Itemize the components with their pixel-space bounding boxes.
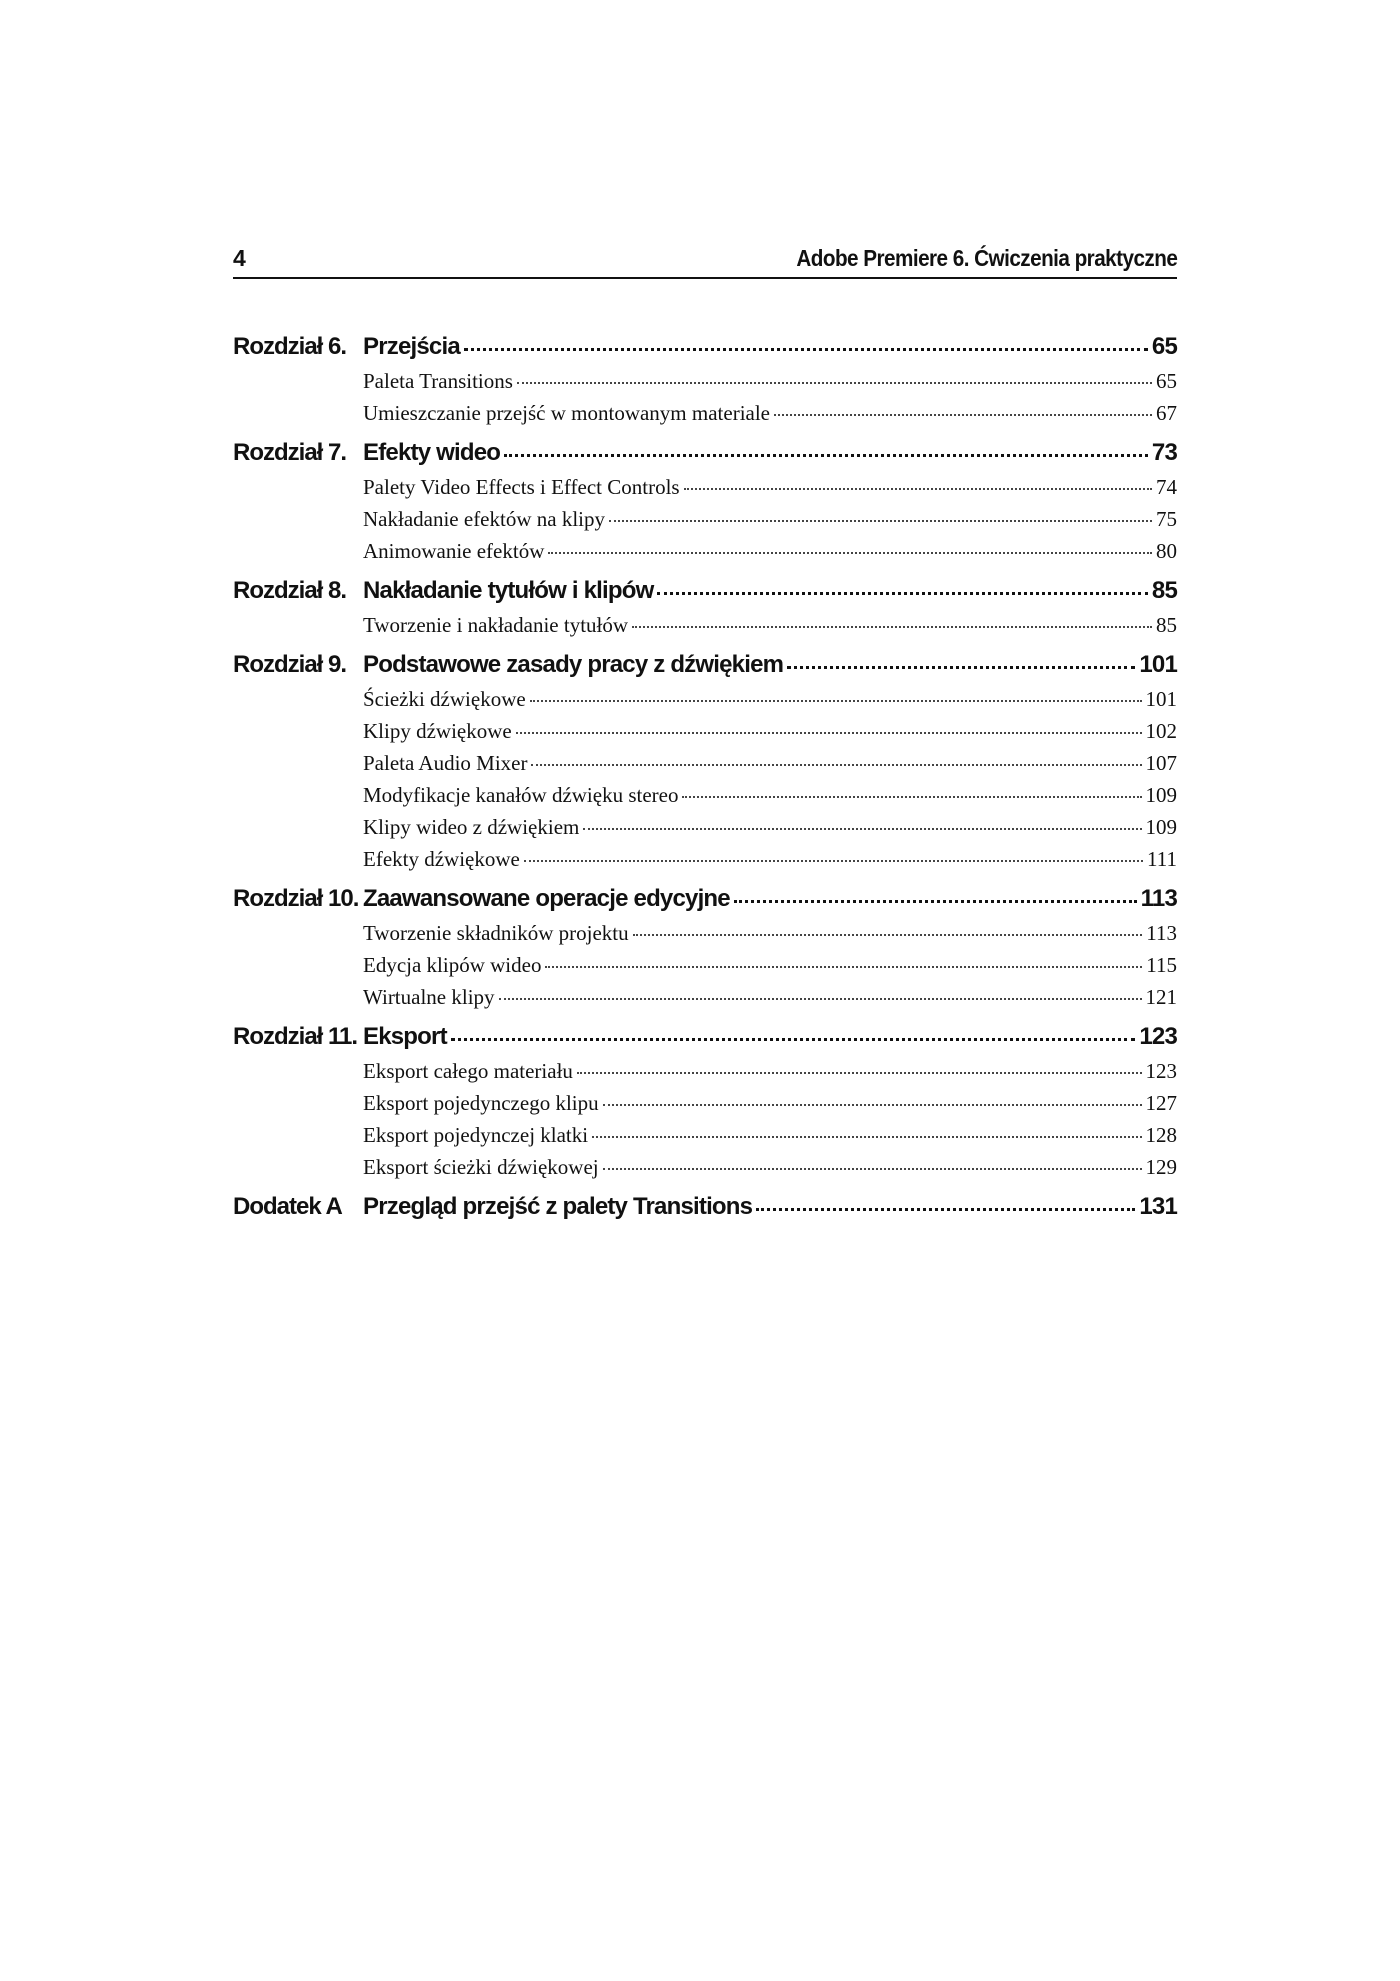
section-page-number: 129 xyxy=(1145,1155,1177,1179)
section-entry xyxy=(233,985,1177,1017)
chapter-title: Przejścia xyxy=(363,333,460,360)
section-page-number: 123 xyxy=(1145,1059,1177,1083)
dot-leader xyxy=(516,731,1142,734)
dot-leader xyxy=(583,827,1141,830)
section-title: Eksport pojedynczej klatki xyxy=(363,1123,589,1147)
chapter-entry xyxy=(233,333,1177,369)
dot-leader xyxy=(548,551,1152,554)
dot-leader xyxy=(684,487,1152,490)
section-entry xyxy=(233,783,1177,815)
dot-leader xyxy=(603,1103,1142,1106)
section-entry xyxy=(233,687,1177,719)
dot-leader xyxy=(531,763,1141,766)
chapter-title: Efekty wideo xyxy=(363,439,501,466)
dot-leader xyxy=(545,965,1142,968)
section-entry xyxy=(233,847,1177,879)
section-title: Tworzenie składników projektu xyxy=(363,921,629,945)
chapter-entry xyxy=(233,1193,1177,1229)
chapter-label: Rozdział 6. xyxy=(233,333,347,360)
section-page-number: 127 xyxy=(1145,1091,1177,1115)
section-title: Palety Video Effects i Effect Controls xyxy=(363,475,680,499)
section-entry xyxy=(233,1059,1177,1091)
dot-leader xyxy=(657,591,1147,595)
section-page-number: 128 xyxy=(1145,1123,1177,1147)
section-title: Modyfikacje kanałów dźwięku stereo xyxy=(363,783,679,807)
section-entry xyxy=(233,719,1177,751)
section-entry xyxy=(233,475,1177,507)
section-page-number: 75 xyxy=(1156,507,1177,531)
dot-leader xyxy=(530,699,1142,702)
chapter-label: Dodatek A xyxy=(233,1193,342,1220)
section-page-number: 101 xyxy=(1145,687,1177,711)
chapter-label: Rozdział 9. xyxy=(233,651,347,678)
page-number: 4 xyxy=(233,245,246,271)
section-title: Klipy dźwiękowe xyxy=(363,719,512,743)
section-title: Animowanie efektów xyxy=(363,539,545,563)
chapter-page-number: 73 xyxy=(1151,439,1177,466)
section-page-number: 121 xyxy=(1145,985,1177,1009)
chapter-entry xyxy=(233,1023,1177,1059)
chapter-page-number: 113 xyxy=(1140,885,1177,912)
section-page-number: 111 xyxy=(1147,847,1177,871)
table-of-contents xyxy=(233,333,1177,1229)
section-entry xyxy=(233,1155,1177,1187)
section-title: Edycja klipów wideo xyxy=(363,953,542,977)
chapter-page-number: 85 xyxy=(1151,577,1177,604)
chapter-entry xyxy=(233,885,1177,921)
dot-leader xyxy=(592,1135,1141,1138)
section-title: Ścieżki dźwiękowe xyxy=(363,687,526,711)
dot-leader xyxy=(632,625,1152,628)
section-entry xyxy=(233,369,1177,401)
dot-leader xyxy=(517,381,1152,384)
dot-leader xyxy=(774,413,1152,416)
chapter-label: Rozdział 10. xyxy=(233,885,359,912)
dot-leader xyxy=(734,899,1137,903)
section-page-number: 109 xyxy=(1145,815,1177,839)
section-entry xyxy=(233,1091,1177,1123)
section-entry xyxy=(233,507,1177,539)
section-title: Klipy wideo z dźwiękiem xyxy=(363,815,580,839)
section-title: Paleta Transitions xyxy=(363,369,513,393)
section-page-number: 102 xyxy=(1145,719,1177,743)
dot-leader xyxy=(787,665,1135,669)
dot-leader xyxy=(464,347,1148,351)
dot-leader xyxy=(609,519,1152,522)
chapter-page-number: 123 xyxy=(1139,1023,1177,1050)
section-title: Wirtualne klipy xyxy=(363,985,495,1009)
section-title: Tworzenie i nakładanie tytułów xyxy=(363,613,629,637)
section-title: Efekty dźwiękowe xyxy=(363,847,520,871)
section-title: Nakładanie efektów na klipy xyxy=(363,507,605,531)
section-page-number: 65 xyxy=(1156,369,1177,393)
section-page-number: 109 xyxy=(1145,783,1177,807)
section-entry xyxy=(233,815,1177,847)
chapter-title: Zaawansowane operacje edycyjne xyxy=(363,885,730,912)
chapter-label: Rozdział 7. xyxy=(233,439,347,466)
dot-leader xyxy=(504,453,1148,457)
chapter-page-number: 65 xyxy=(1151,333,1177,360)
chapter-label: Rozdział 8. xyxy=(233,577,347,604)
section-entry xyxy=(233,921,1177,953)
dot-leader xyxy=(756,1207,1135,1211)
section-entry xyxy=(233,401,1177,433)
section-entry xyxy=(233,751,1177,783)
section-page-number: 115 xyxy=(1146,953,1177,977)
section-entry xyxy=(233,613,1177,645)
section-title: Eksport pojedynczego klipu xyxy=(363,1091,599,1115)
section-page-number: 80 xyxy=(1156,539,1177,563)
chapter-title: Eksport xyxy=(363,1023,447,1050)
running-header xyxy=(233,245,1177,279)
section-entry xyxy=(233,539,1177,571)
dot-leader xyxy=(577,1071,1142,1074)
section-page-number: 107 xyxy=(1145,751,1177,775)
dot-leader xyxy=(682,795,1141,798)
chapter-entry xyxy=(233,439,1177,475)
chapter-title: Przegląd przejść z palety Transitions xyxy=(363,1193,753,1220)
section-page-number: 74 xyxy=(1156,475,1177,499)
chapter-entry xyxy=(233,577,1177,613)
chapter-page-number: 101 xyxy=(1139,651,1177,678)
section-page-number: 67 xyxy=(1156,401,1177,425)
dot-leader xyxy=(524,859,1143,862)
dot-leader xyxy=(499,997,1142,1000)
book-title: Adobe Premiere 6. Ćwiczenia praktyczne xyxy=(796,245,1177,271)
section-entry xyxy=(233,953,1177,985)
section-title: Eksport ścieżki dźwiękowej xyxy=(363,1155,599,1179)
section-title: Paleta Audio Mixer xyxy=(363,751,528,775)
section-title: Umieszczanie przejść w montowanym materiale xyxy=(363,401,770,425)
dot-leader xyxy=(633,933,1143,936)
chapter-title: Podstawowe zasady pracy z dźwiękiem xyxy=(363,651,784,678)
dot-leader xyxy=(603,1167,1142,1170)
chapter-page-number: 131 xyxy=(1139,1193,1177,1220)
section-page-number: 113 xyxy=(1146,921,1177,945)
section-entry xyxy=(233,1123,1177,1155)
section-page-number: 85 xyxy=(1156,613,1177,637)
section-title: Eksport całego materiału xyxy=(363,1059,573,1083)
chapter-entry xyxy=(233,651,1177,687)
dot-leader xyxy=(451,1037,1136,1041)
chapter-label: Rozdział 11. xyxy=(233,1023,358,1050)
chapter-title: Nakładanie tytułów i klipów xyxy=(363,577,654,604)
